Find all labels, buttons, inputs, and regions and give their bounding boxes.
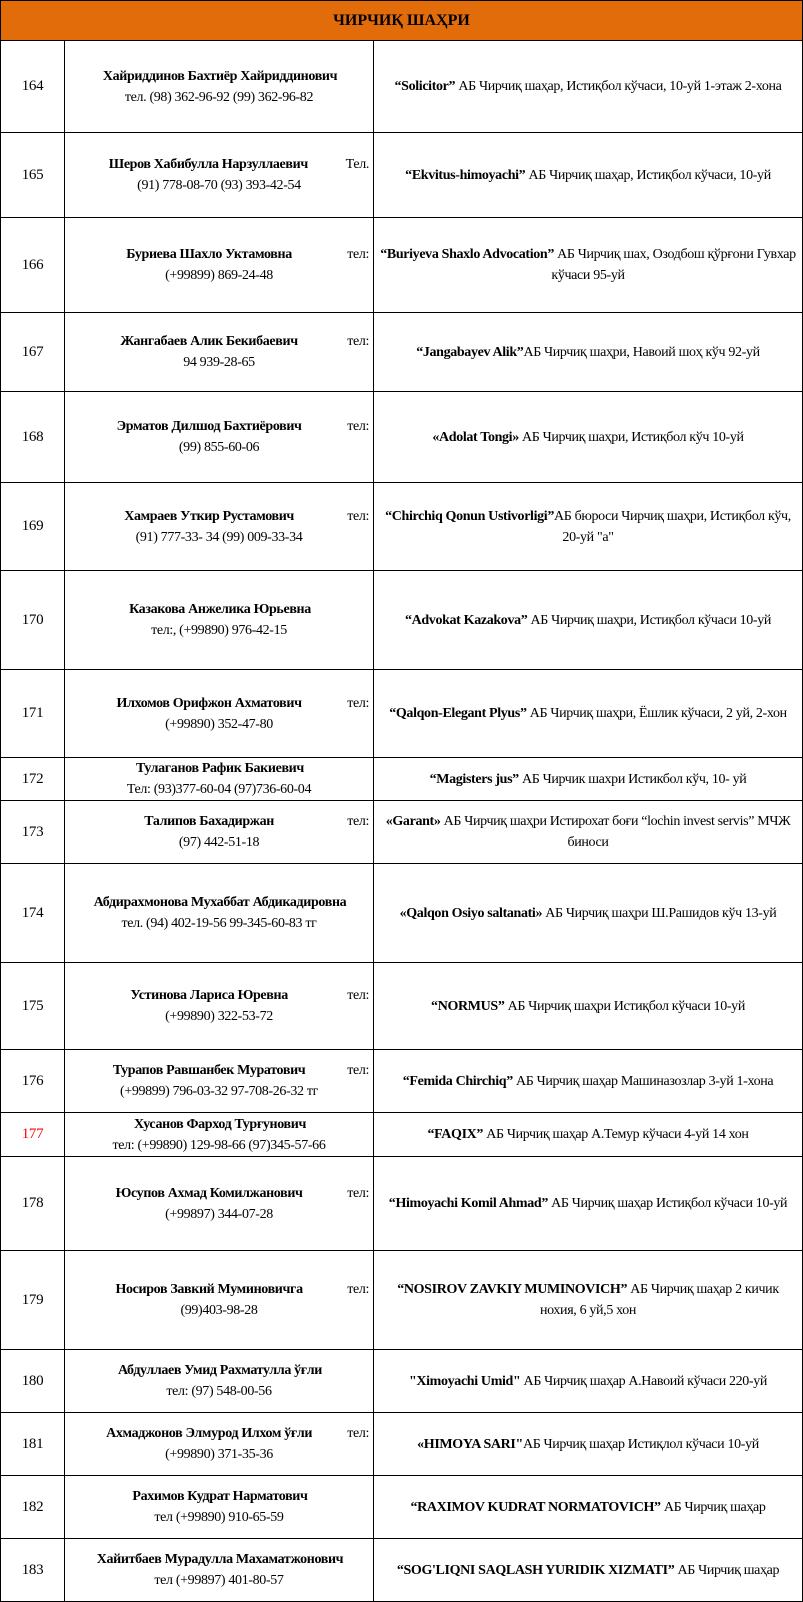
address-text: АБ Чирчиқ шаҳар <box>660 1499 766 1515</box>
lawyer-name: Юсупов Ахмад Комилжанович <box>115 1185 303 1201</box>
table-row <box>1 1050 803 1113</box>
phone-number: (+99890) 371-35-36 <box>165 1447 273 1462</box>
address-text: АБ Чирчиқ шаҳри, Навоий шоҳ кўч 92-уй <box>523 344 760 360</box>
address-cell <box>374 218 803 313</box>
row-number: 182 <box>1 1476 65 1539</box>
tel-label: тел: <box>347 419 369 434</box>
phone-number: (+99899) 869-24-48 <box>165 268 273 283</box>
lawyer-cell <box>65 1413 374 1476</box>
address-text: АБ Чирчиқ шаҳар, Истиқбол кўчаси, 10-уй 1-этаж 2-хона <box>455 79 782 94</box>
lawyer-name: Казакова Анжелика Юрьевна <box>129 602 311 617</box>
address-cell <box>374 41 803 133</box>
table-row <box>1 133 803 218</box>
address-text: АБ Чирчиқ шаҳар А.Навоий кўчаси 220-уй <box>520 1373 768 1389</box>
address-text: АБ бюроси Чирчиқ шаҳри, Истиқбол кўч, 20-уй "а" <box>553 508 791 545</box>
lawyer-name: Шеров Хабибулла Нарзуллаевич <box>108 157 308 172</box>
tel-label: тел: <box>347 1185 369 1201</box>
name-line <box>69 599 369 620</box>
address-cell <box>374 864 803 963</box>
lawyer-name: Хамраев Уткир Рустамович <box>124 508 294 524</box>
table-row <box>1 1476 803 1539</box>
name-line <box>69 244 369 265</box>
phone-number: (91) 777-33- 34 (99) 009-33-34 <box>135 529 303 545</box>
lawyer-cell <box>65 670 374 758</box>
phone-number: тел:, (+99890) 976-42-15 <box>151 623 287 638</box>
lawyer-name: Буриева Шахло Уктамовна <box>126 247 292 262</box>
lawyer-cell <box>65 1157 374 1251</box>
row-number: 167 <box>1 313 65 392</box>
tel-label: тел: <box>347 1426 369 1441</box>
lawyer-name: Носиров Завкий Муминовичга <box>115 1282 303 1297</box>
address-text: АБ Чирчиқ шаҳар Машиназозлар 3-уй 1-хона <box>512 1073 774 1089</box>
row-number: 177 <box>1 1113 65 1157</box>
lawyer-cell <box>65 1350 374 1413</box>
table-row <box>1 1539 803 1602</box>
table-row <box>1 1413 803 1476</box>
lawyer-cell <box>65 392 374 483</box>
bureau-name: “Jangabayev Alik” <box>416 344 524 360</box>
lawyer-cell <box>65 1113 374 1157</box>
table-row <box>1 313 803 392</box>
bureau-name: “Buriyeva Shaxlo Advocation” <box>380 247 554 262</box>
name-line <box>69 154 369 175</box>
phone-number: (99) 855-60-06 <box>178 440 260 455</box>
address-text: АБ Чирчиқ шаҳар Истиқлол кўчаси 10-уй <box>522 1436 759 1452</box>
lawyer-name: Талипов Бахадиржан <box>144 814 274 829</box>
lawyer-cell <box>65 1251 374 1350</box>
lawyer-cell <box>65 1539 374 1602</box>
lawyer-cell <box>65 483 374 571</box>
row-number: 172 <box>1 758 65 801</box>
tel-label: тел: <box>347 695 369 711</box>
phone-number: (91) 778-08-70 (93) 393-42-54 <box>137 178 301 193</box>
name-line <box>69 1360 369 1381</box>
lawyer-cell <box>65 758 374 801</box>
lawyer-cell <box>65 313 374 392</box>
row-number: 180 <box>1 1350 65 1413</box>
address-cell <box>374 1539 803 1602</box>
bureau-name: “FAQIX” <box>427 1127 484 1142</box>
lawyer-name: Абдуллаев Умид Рахматулла ўғли <box>117 1363 323 1378</box>
phone-number: (+99897) 344-07-28 <box>165 1206 273 1222</box>
row-number: 178 <box>1 1157 65 1251</box>
bureau-name: “Femida Chirchiq” <box>402 1073 513 1089</box>
bureau-name: “Chirchiq Qonun Ustivorligi” <box>385 508 554 524</box>
lawyer-cell <box>65 133 374 218</box>
tel-label: тел: <box>347 334 369 349</box>
table-row <box>1 571 803 670</box>
lawyer-cell <box>65 218 374 313</box>
table-row <box>1 1251 803 1350</box>
bureau-name: “RAXIMOV KUDRAT NORMATOVICH” <box>410 1499 661 1515</box>
lawyer-name: Тулаганов Рафик Бакиевич <box>136 761 304 776</box>
bureau-name: “Advokat Kazakova” <box>404 612 528 628</box>
address-cell <box>374 801 803 864</box>
bureau-name: «Adolat Tongi» <box>432 429 519 445</box>
address-cell <box>374 758 803 801</box>
address-cell <box>374 1050 803 1113</box>
phone-number: (+99890) 322-53-72 <box>165 1009 273 1024</box>
tel-label: Тел. <box>345 157 369 172</box>
address-cell <box>374 313 803 392</box>
tel-label: тел: <box>347 247 369 262</box>
name-line <box>69 985 369 1006</box>
table-row <box>1 864 803 963</box>
address-cell <box>374 1251 803 1350</box>
bureau-name: “Qalqon-Elegant Plyus” <box>389 706 527 721</box>
phone-number: тел (+99890) 910-65-59 <box>154 1510 284 1525</box>
tel-label: тел: <box>347 1282 369 1297</box>
address-text: АБ Чирчиқ шаҳар Истиқбол кўчаси 10-уй <box>547 1196 788 1211</box>
address-text: АБ Чирчиқ шах, Озодбош қўрғони Гувхар кўчаси 95-уй <box>551 247 796 283</box>
row-number: 168 <box>1 392 65 483</box>
address-text: АБ Чирчиқ шаҳар 2 кичик нохия, 6 уй,5 хон <box>539 1282 779 1318</box>
address-text: АБ Чирчиқ шаҳар <box>674 1562 780 1578</box>
name-line <box>69 506 369 527</box>
address-cell <box>374 670 803 758</box>
name-line <box>69 1183 369 1204</box>
lawyer-cell <box>65 864 374 963</box>
bureau-name: “Magisters jus” <box>429 771 519 787</box>
bureau-name: «HIMOYA SARI" <box>417 1436 523 1452</box>
name-line <box>69 811 369 832</box>
table-row <box>1 392 803 483</box>
bureau-name: «Garant» <box>385 814 441 829</box>
lawyer-cell <box>65 801 374 864</box>
address-text: АБ Чирчиқ шаҳар А.Темур кўчаси 4-уй 14 хон <box>483 1127 749 1142</box>
name-line <box>69 1114 369 1135</box>
bureau-name: "Ximoyachi Umid" <box>408 1373 521 1389</box>
name-line <box>69 693 369 714</box>
name-line <box>69 331 369 352</box>
lawyer-name: Эрматов Дилшод Бахтиёрович <box>116 419 302 434</box>
address-text: АБ Чирчиқ шаҳри Ш.Рашидов кўч 13-уй <box>542 905 777 921</box>
table-row <box>1 670 803 758</box>
phone-number: (+99890) 352-47-80 <box>165 716 273 732</box>
address-text: АБ Чирчиқ шаҳри, Истиқбол кўчаси 10-уй <box>527 612 772 628</box>
row-number: 171 <box>1 670 65 758</box>
name-line <box>69 758 369 779</box>
address-cell <box>374 133 803 218</box>
lawyer-name: Хайитбаев Мурадулла Махаматжонович <box>96 1552 344 1567</box>
address-cell <box>374 392 803 483</box>
lawyer-name: Хайриддинов Бахтиёр Хайриддинович <box>102 68 338 84</box>
city-title: ЧИРЧИҚ ШАҲРИ <box>1 1 803 41</box>
address-text: АБ Чирчик шахри Истикбол кўч, 10- уй <box>518 771 747 787</box>
row-number: 174 <box>1 864 65 963</box>
phone-number: Тел: (93)377-60-04 (97)736-60-04 <box>126 782 312 797</box>
name-line <box>69 416 369 437</box>
phone-number: тел. (94) 402-19-56 99-345-60-83 тг <box>121 916 317 931</box>
lawyer-name: Жангабаев Алик Бекибаевич <box>120 334 298 349</box>
lawyer-name: Хусанов Фарход Турғунович <box>133 1116 307 1132</box>
bureau-name: “Himoyachi Komil Ahmad” <box>388 1196 548 1211</box>
lawyer-name: Илхомов Орифжон Ахматович <box>116 695 302 711</box>
table-row <box>1 963 803 1050</box>
address-text: АБ Чирчиқ шаҳар, Истиқбол кўчаси, 10-уй <box>525 167 771 183</box>
row-number: 183 <box>1 1539 65 1602</box>
phone-number: (+99899) 796-03-32 97-708-26-32 тг <box>120 1084 318 1099</box>
address-text: АБ Чирчиқ шаҳри, Ёшлик кўчаси, 2 уй, 2-хон <box>526 706 787 721</box>
bureau-name: “NORMUS” <box>431 998 505 1014</box>
name-line <box>69 1423 369 1444</box>
table-row <box>1 801 803 864</box>
row-number: 169 <box>1 483 65 571</box>
name-line <box>69 1279 369 1300</box>
lawyer-cell <box>65 571 374 670</box>
phone-number: 94 939-28-65 <box>183 355 255 370</box>
table-row <box>1 758 803 801</box>
row-number: 165 <box>1 133 65 218</box>
phone-number: (99)403-98-28 <box>180 1303 258 1318</box>
bureau-name: “NOSIROV ZAVKIY MUMINOVICH” <box>397 1282 628 1297</box>
lawyer-cell <box>65 1476 374 1539</box>
table-row <box>1 1350 803 1413</box>
address-cell <box>374 1113 803 1157</box>
tel-label: тел: <box>347 814 369 829</box>
bureau-name: «Qalqon Osiyo saltanati» <box>399 905 543 921</box>
row-number: 170 <box>1 571 65 670</box>
lawyer-name: Абдирахмонова Мухаббат Абдикадировна <box>93 895 347 910</box>
name-line <box>69 66 369 87</box>
address-cell <box>374 1476 803 1539</box>
bureau-name: “Solicitor” <box>394 79 456 94</box>
address-cell <box>374 1350 803 1413</box>
table-row <box>1 1113 803 1157</box>
lawyer-cell <box>65 1050 374 1113</box>
table-row <box>1 483 803 571</box>
phone-number: тел (+99897) 401-80-57 <box>154 1573 284 1588</box>
name-line <box>69 1549 369 1570</box>
name-line <box>69 892 369 913</box>
table-header-row <box>1 1 803 41</box>
row-number: 181 <box>1 1413 65 1476</box>
bureau-name: “SOG'LIQNI SAQLASH YURIDIK XIZMATI” <box>396 1562 675 1578</box>
name-line <box>69 1060 369 1081</box>
address-cell <box>374 1157 803 1251</box>
address-cell <box>374 963 803 1050</box>
row-number: 176 <box>1 1050 65 1113</box>
phone-number: (97) 442-51-18 <box>178 835 260 850</box>
phone-number: тел: (+99890) 129-98-66 (97)345-57-66 <box>112 1137 326 1153</box>
address-text: АБ Чирчиқ шаҳри Истиқбол кўчаси 10-уй <box>504 998 745 1014</box>
tel-label: тел: <box>347 988 369 1003</box>
table-row <box>1 1157 803 1251</box>
address-cell <box>374 571 803 670</box>
row-number: 164 <box>1 41 65 133</box>
address-cell <box>374 483 803 571</box>
row-number: 173 <box>1 801 65 864</box>
lawyer-name: Турапов Равшанбек Муратович <box>112 1063 306 1078</box>
name-line <box>69 1486 369 1507</box>
address-cell <box>374 1413 803 1476</box>
lawyer-cell <box>65 963 374 1050</box>
row-number: 179 <box>1 1251 65 1350</box>
row-number: 175 <box>1 963 65 1050</box>
address-text: АБ Чирчиқ шаҳри Истирохат боғи “lochin invest servis” МЧЖ биноси <box>440 814 791 850</box>
table-row <box>1 41 803 133</box>
bureau-name: “Ekvitus-himoyachi” <box>405 167 526 183</box>
row-number: 166 <box>1 218 65 313</box>
lawyer-name: Устинова Лариса Юревна <box>130 988 288 1003</box>
tel-label: тел: <box>347 1063 369 1078</box>
lawyer-name: Ахмаджонов Элмурод Илхом ўғли <box>106 1426 313 1441</box>
address-text: АБ Чирчиқ шаҳри, Истиқбол кўч 10-уй <box>518 429 744 445</box>
lawyer-name: Рахимов Кудрат Нарматович <box>132 1489 308 1504</box>
phone-number: тел: (97) 548-00-56 <box>166 1384 272 1399</box>
lawyer-cell <box>65 41 374 133</box>
phone-number: тел. (98) 362-96-92 (99) 362-96-82 <box>124 89 314 105</box>
table-row <box>1 218 803 313</box>
tel-label: тел: <box>347 508 369 524</box>
